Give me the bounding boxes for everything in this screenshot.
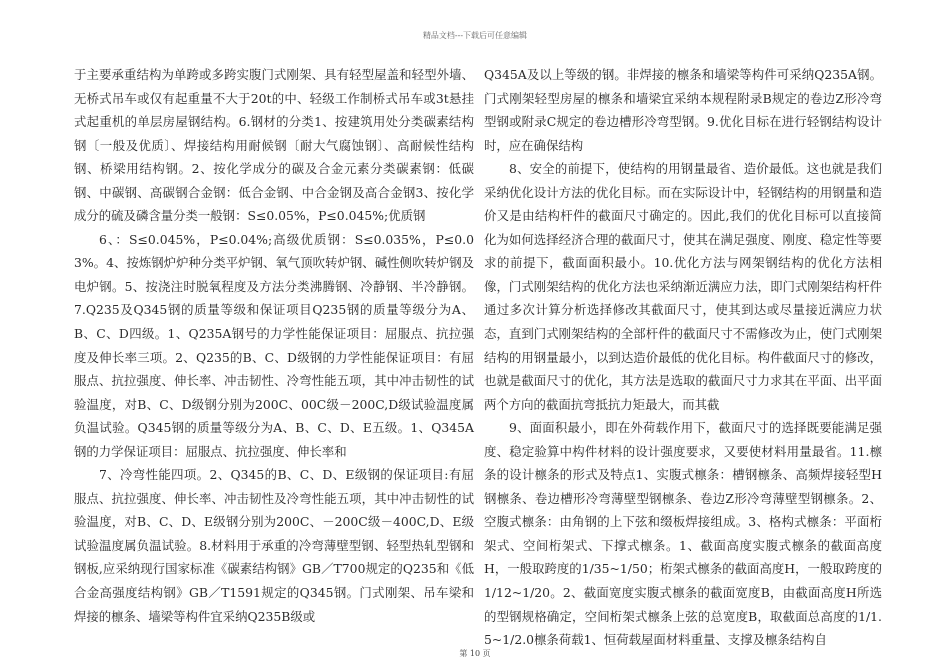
paragraph: Q345A及以上等级的钢。非焊接的檩条和墙梁等构件可采纳Q235A钢。门式刚架轻型房屋的檩条和墙梁宜采纳本规程附录B规定的卷边Z形冷弯型钢或附录C规定的卷边槽形冷弯型钢。9.优化目标在进行轻钢结构设计时，应在确保结构 [484,67,882,153]
right-text-column [484,63,882,652]
paragraph: 9、面面积最小，即在外荷载作用下，截面尺寸的选择既要能满足强度、稳定验算中构件材料的设计强度要求，又要使材料用量最省。11.檩条的设计檩条的形式及特点1、实腹式檩条：槽钢檩条、高频焊接轻型H钢檩条、卷边槽形冷弯薄壁型钢檩条、卷边Z形冷弯薄壁型钢檩条。2、空腹式檩条：由角钢的上下弦和缀板焊接组成。3、格构式檩条：平面桁架式、空间桁架式、下撑式檩条。1、截面高度实腹式檩条的截面高度H，一般取跨度的1/35~1/50；桁架式檩条的截面高度H，一般取跨度的1/12~1/20。2、截面宽度实腹式檩条的截面宽度B，由截面高度H所选的型钢规格确定，空间桁架式檩条上弦的总宽度B，取截面总高度的1/1.5~1/2.0檩条荷载1、恒荷载屋面材料重量、支撑及檩条结构自 [484,420,882,648]
page-number: 第 10 页 [459,649,491,658]
paragraph: 于主要承重结构为单跨或多跨实腹门式刚架、具有轻型屋盖和轻型外墙、无桥式吊车或仅有起重量不大于20t的中、轻级工作制桥式吊车或3t悬挂式起重机的单层房屋钢结构。6.钢材的分类1、按建筑用处分类碳素结构钢〔一般及优质〕、焊接结构用耐候钢〔耐大气腐蚀钢〕、高耐候性结构钢、桥梁用结构钢。2、按化学成分的碳及合金元素分类碳素钢：低碳钢、中碳钢、高碳钢合金钢：低合金钢、中合金钢及高合金钢3、按化学成分的硫及磷含量分类一般钢：S≤0.05%，P≤0.045%;优质钢 [74,67,474,224]
paragraph: 8、安全的前提下，使结构的用钢量最省、造价最低。这也就是我们采纳优化设计方法的优化目标。而在实际设计中，轻钢结构的用钢量和造价又是由结构杆件的截面尺寸确定的。因此,我们的优化目标可以直接简化为如何选择经济合理的截面尺寸，使其在满足强度、刚度、稳定性等要求的前提下，截面面积最小。10.优化方法与网架钢结构的优化方法相像，门式刚架结构的优化方法也采纳渐近满应力法，即门式刚架结构杆件通过多次计算分析选择修改其截面尺寸，使其到达或尽量接近满应力状态，直到门式刚架结构的全部杆件的截面尺寸不需修改为止，使门式刚架结构的用钢量最小，以到达造价最低的优化目标。构件截面尺寸的修改，也就是截面尺寸的优化，其方法是选取的截面尺寸力求其在平面、出平面两个方向的截面抗弯抵抗力矩最大，而其截 [484,161,882,412]
left-text-column [74,63,474,628]
paragraph: 7、冷弯性能四项。2、Q345的B、C、D、E级钢的保证项目:有屈服点、抗拉强度、伸长率、冲击韧性及冷弯性能五项，其中冲击韧性的试验温度，对B、C、D、E级钢分别为200C、－200C级－400C,D、E级试验温度属负温试验。8.材料用于承重的冷弯薄壁型钢、轻型热轧型钢和钢板,应采纳现行国家标准《碳素结构钢》GB／T700规定的Q235和《低合金高强度结构钢》GB／T1591规定的Q345钢。门式刚架、吊车梁和焊接的檩条、墙梁等构件宜采纳Q235B级或 [74,467,474,624]
paragraph: 6、：S≤0.045%，P≤0.04%;高级优质钢：S≤0.035%，P≤0.03%。4、按炼钢炉炉种分类平炉钢、氧气顶吹转炉钢、碱性侧吹转炉钢及电炉钢。5、按浇注时脱氧程度及方法分类沸腾钢、冷静钢、半冷静钢。7.Q235及Q345钢的质量等级和保证项目Q235钢的质量等级分为A、B、C、D四级。1、Q235A钢号的力学性能保证项目：屈服点、抗拉强度及伸长率三项。2、Q235的B、C、D级钢的力学性能保证项目：有屈服点、抗拉强度、伸长率、冲击韧性、冷弯性能五项，其中冲击韧性的试验温度，对B、C、D级钢分别为200C、00C级－200C,D级试验温度属负温试验。Q345钢的质量等级分为A、B、C、D、E五级。1、Q345A钢的力学保证项目：屈服点、抗拉强度、伸长率和 [74,231,474,459]
page-header: 精品文档---下载后可任意编辑 [422,31,528,40]
